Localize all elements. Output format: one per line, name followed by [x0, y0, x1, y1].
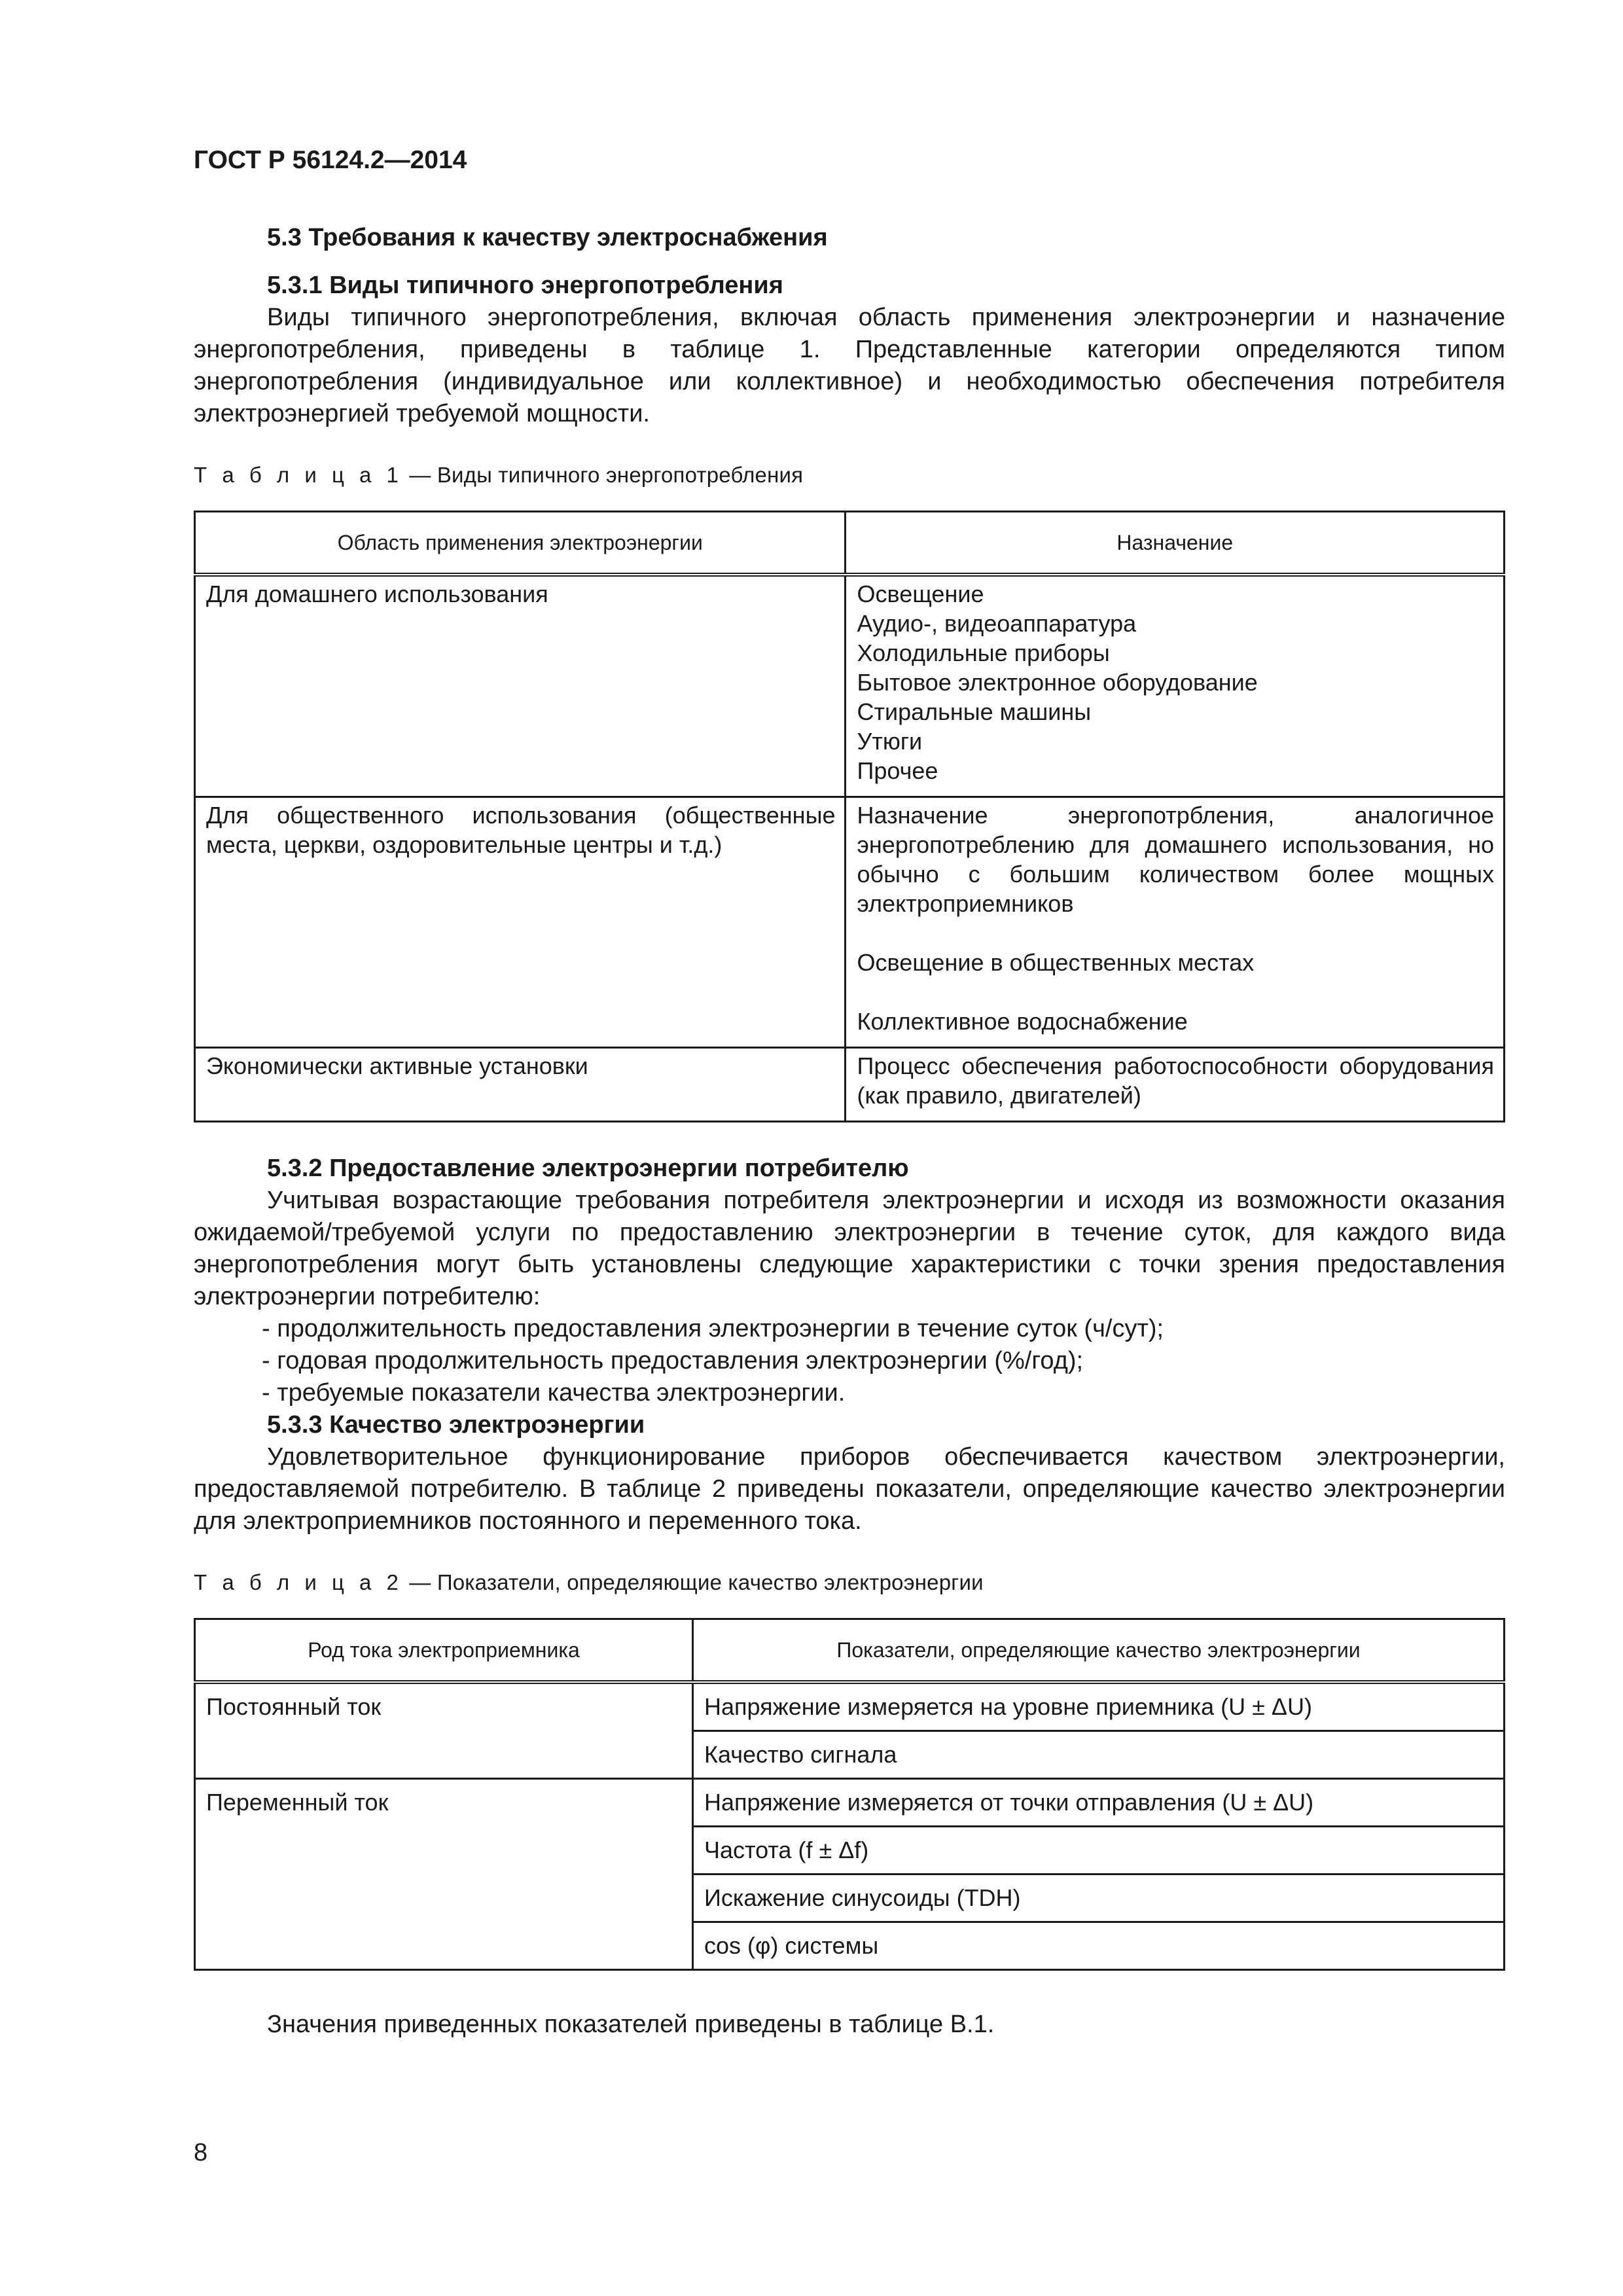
list-item: - требуемые показатели качества электроэнергии. — [262, 1379, 846, 1407]
purpose-line: Бытовое электронное оборудование — [857, 669, 1258, 696]
purpose-line: Холодильные приборы — [857, 639, 1110, 666]
table2-cell-indicator: Напряжение измеряется от точки отправления (U ± ΔU) — [693, 1779, 1505, 1827]
table1-cell-area: Для общественного использования (общественные места, церкви, оздоровительные центры и т.д.) — [195, 797, 846, 1048]
table2-header-indicators: Показатели, определяющие качество электроэнергии — [693, 1619, 1505, 1683]
table1-header-purpose: Назначение — [846, 512, 1505, 575]
table-1 — [194, 511, 1505, 1122]
table2-cell-ac: Переменный ток — [195, 1779, 693, 1970]
table2-caption — [194, 1566, 1505, 1598]
paragraph-5-3-1: Виды типичного энергопотребления, включая область применения электроэнергии и назначение энергопотребления, приведены в таблице 1. Представленные категории определяются типом энергопотребления (индивидуальное или коллективное) и необходимостью обеспечения потребителя электроэнергией требуемой мощности. — [194, 304, 1505, 427]
purpose-line: Назначение энергопотрбления, аналогичное энергопотреблению для домашнего использования, но обычно с большим количеством более мощных электроприемников — [857, 802, 1494, 917]
list-item: - годовая продолжительность предоставления электроэнергии (%/год); — [262, 1347, 1084, 1374]
paragraph-5-3-2: Учитывая возрастающие требования потребителя электроэнергии и исходя из возможности оказания ожидаемой/требуемой услуги по предоставлению электроэнергии в течение суток, для каждого вида энергопотребления могут быть установлены следующие характеристики с точки зрения предоставления электроэнергии потребителю: — [194, 1187, 1505, 1310]
section-heading-5-3-1: 5.3.1 Виды типичного энергопотребления — [267, 272, 783, 299]
purpose-line: Освещение — [857, 581, 984, 607]
purpose-line: Утюги — [857, 728, 923, 755]
list-item: - продолжительность предоставления электроэнергии в течение суток (ч/сут); — [262, 1315, 1164, 1342]
table1-cell-purpose — [846, 797, 1505, 1048]
table-row — [195, 1779, 1505, 1827]
purpose-line: Процесс обеспечения работоспособности оборудования (как правило, двигателей) — [857, 1052, 1494, 1109]
document-code: ГОСТ Р 56124.2—2014 — [194, 146, 467, 174]
document-page — [194, 144, 1505, 2041]
table1-caption — [194, 459, 1505, 491]
table2-header-current-type: Род тока электроприемника — [195, 1619, 693, 1683]
table2-cell-indicator: Напряжение измеряется на уровне приемника (U ± ΔU) — [693, 1682, 1505, 1731]
purpose-line: Прочее — [857, 757, 938, 784]
table1-caption-text: — Виды типичного энергопотребления — [402, 463, 804, 487]
purpose-line: Аудио-, видеоаппаратура — [857, 610, 1137, 637]
section-heading-5-3-3: 5.3.3 Качество электроэнергии — [267, 1411, 645, 1439]
section-heading-5-3-2: 5.3.2 Предоставление электроэнергии потребителю — [267, 1155, 909, 1182]
page-number: 8 — [194, 2139, 208, 2166]
characteristics-list — [194, 1313, 1505, 1409]
section-heading-5-3: 5.3 Требования к качеству электроснабжения — [267, 224, 828, 251]
closing-paragraph: Значения приведенных показателей приведены в таблице В.1. — [267, 2011, 995, 2038]
table2-cell-indicator: Частота (f ± Δf) — [693, 1827, 1505, 1874]
table2-caption-prefix: Т а б л и ц а 2 — [194, 1570, 403, 1594]
table1-cell-area: Для домашнего использования — [195, 575, 846, 797]
table-row — [195, 797, 1505, 1048]
table1-caption-prefix: Т а б л и ц а 1 — [194, 463, 403, 487]
table1-header-area: Область применения электроэнергии — [195, 512, 846, 575]
purpose-line: Освещение в общественных местах — [857, 949, 1255, 976]
table2-cell-indicator: Искажение синусоиды (TDH) — [693, 1874, 1505, 1922]
table2-cell-indicator: cos (φ) системы — [693, 1922, 1505, 1970]
table2-cell-dc: Постоянный ток — [195, 1682, 693, 1779]
table-row — [195, 575, 1505, 797]
table1-cell-area: Экономически активные установки — [195, 1048, 846, 1122]
paragraph-5-3-3: Удовлетворительное функционирование приборов обеспечивается качеством электроэнергии, предоставляемой потребителю. В таблице 2 приведены показатели, определяющие качество электроэнергии для электроприемников постоянного и переменного тока. — [194, 1443, 1505, 1535]
table2-caption-text: — Показатели, определяющие качество электроэнергии — [402, 1570, 984, 1594]
table-row — [195, 1048, 1505, 1122]
table-row — [195, 1682, 1505, 1731]
table1-cell-purpose — [846, 1048, 1505, 1122]
table1-cell-purpose — [846, 575, 1505, 797]
purpose-line: Коллективное водоснабжение — [857, 1008, 1188, 1035]
purpose-line: Стиральные машины — [857, 698, 1092, 725]
table2-cell-indicator: Качество сигнала — [693, 1731, 1505, 1779]
table-2 — [194, 1618, 1505, 1971]
